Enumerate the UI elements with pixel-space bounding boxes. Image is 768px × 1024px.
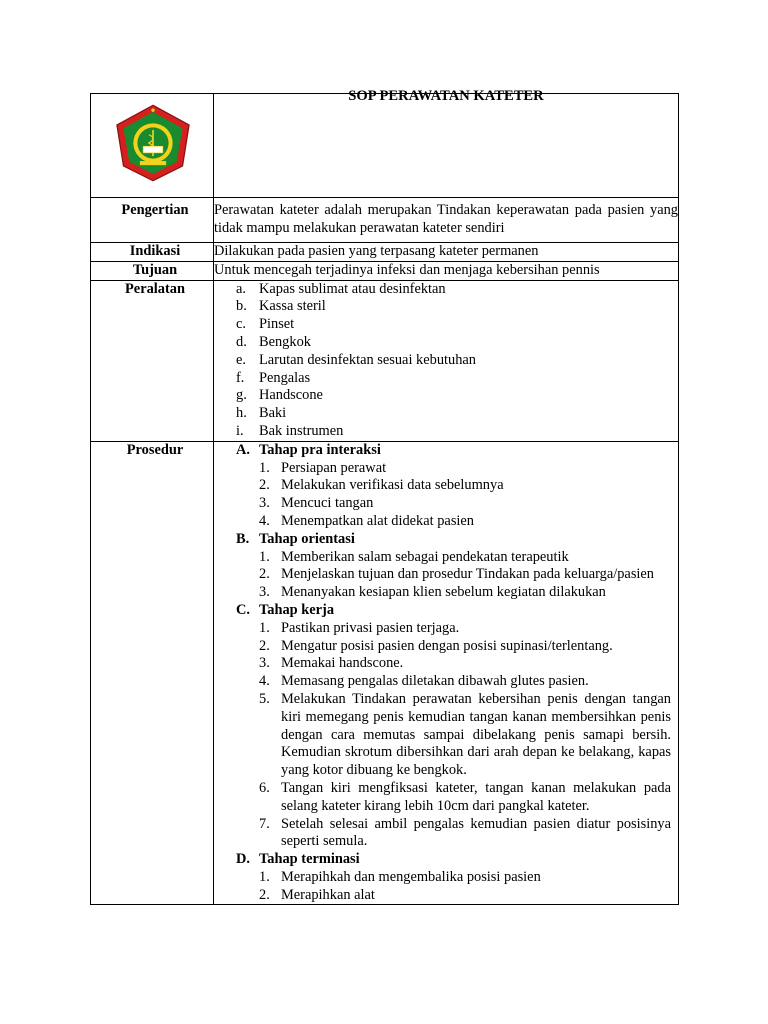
step-list <box>214 460 671 531</box>
list-item <box>214 423 678 441</box>
text-pengertian: Perawatan kateter adalah merupakan Tindakan keperawatan pada pasien yang tidak mampu melakukan perawatan kateter sendiri <box>214 198 679 243</box>
step-text: Memasang pengalas diletakan dibawah glutes pasien. <box>281 673 589 690</box>
label-pengertian: Pengertian <box>121 202 189 218</box>
step-text: Pastikan privasi pasien terjaga. <box>281 619 460 636</box>
phase-title: Tahap kerja <box>259 601 335 618</box>
row-prosedur <box>91 441 679 905</box>
step-item <box>214 655 671 673</box>
step-item <box>214 780 671 816</box>
text-indikasi: Dilakukan pada pasien yang terpasang kateter permanen <box>214 243 679 262</box>
step-text: Setelah selesai ambil pengalas kemudian pasien diatur posisinya seperti semula. <box>281 815 671 850</box>
step-text: Mencuci tangan <box>281 495 374 512</box>
list-marker: b. <box>236 298 247 315</box>
list-marker: d. <box>236 333 247 350</box>
peralatan-list <box>214 281 678 441</box>
step-item <box>214 691 671 780</box>
list-item-text: Kapas sublimat atau desinfektan <box>259 280 446 297</box>
list-item <box>214 334 678 352</box>
list-marker: i. <box>236 422 244 439</box>
step-marker: 7. <box>259 815 270 832</box>
list-item <box>214 352 678 370</box>
step-marker: 2. <box>259 886 270 903</box>
phase-heading <box>214 602 671 620</box>
step-marker: 1. <box>259 619 270 636</box>
phase-marker: A. <box>236 441 250 458</box>
institution-logo <box>112 102 194 184</box>
step-list <box>214 869 671 905</box>
step-marker: 5. <box>259 690 270 707</box>
phase-title: Tahap pra interaksi <box>259 441 381 458</box>
step-list <box>214 549 671 602</box>
step-text: Mengatur posisi pasien dengan posisi supinasi/terlentang. <box>281 637 613 654</box>
list-marker: e. <box>236 351 246 368</box>
step-item <box>214 887 671 905</box>
text-tujuan: Untuk mencegah terjadinya infeksi dan menjaga kebersihan pennis <box>214 261 679 280</box>
step-marker: 6. <box>259 779 270 796</box>
step-item <box>214 495 671 513</box>
step-marker: 1. <box>259 548 270 565</box>
title-cell <box>214 88 679 198</box>
list-item <box>214 281 678 299</box>
step-marker: 2. <box>259 566 270 583</box>
list-item-text: Pinset <box>259 316 295 333</box>
sop-table <box>90 88 679 905</box>
list-item-text: Bak instrumen <box>259 422 344 439</box>
step-marker: 3. <box>259 495 270 512</box>
step-text: Merapihkah dan mengembalika posisi pasien <box>281 868 541 885</box>
step-text: Merapihkan alat <box>281 886 375 903</box>
row-peralatan <box>91 280 679 441</box>
step-text: Tangan kiri mengfiksasi kateter, tangan kanan melakukan pada selang kateter kirang lebih 10cm dari pangkal kateter. <box>281 779 671 814</box>
logo-cell <box>91 94 214 198</box>
phase-title: Tahap terminasi <box>259 851 360 868</box>
step-text: Memberikan salam sebagai pendekatan terapeutik <box>281 548 569 565</box>
step-item <box>214 816 671 852</box>
list-item-text: Larutan desinfektan sesuai kebutuhan <box>259 351 476 368</box>
label-prosedur: Prosedur <box>126 441 184 458</box>
list-item-text: Pengalas <box>259 369 311 386</box>
label-indikasi: Indikasi <box>129 243 181 259</box>
step-item <box>214 549 671 567</box>
prosedur-list <box>214 442 671 905</box>
step-text: Menjelaskan tujuan dan prosedur Tindakan pada keluarga/pasien <box>281 566 654 583</box>
page-title: SOP PERAWATAN KATETER <box>348 88 544 104</box>
step-item <box>214 513 671 531</box>
list-item <box>214 298 678 316</box>
row-pengertian <box>91 198 679 243</box>
list-marker: h. <box>236 405 247 422</box>
list-item <box>214 387 678 405</box>
phase-title: Tahap orientasi <box>259 530 355 547</box>
step-list <box>214 620 671 851</box>
step-item <box>214 584 671 602</box>
step-marker: 1. <box>259 868 270 885</box>
phase-marker: B. <box>236 530 250 547</box>
list-item-text: Handscone <box>259 387 323 404</box>
step-item <box>214 620 671 638</box>
step-text: Menanyakan kesiapan klien sebelum kegiatan dilakukan <box>281 584 606 601</box>
phase-marker: D. <box>236 851 250 868</box>
step-item <box>214 477 671 495</box>
header-row <box>91 94 679 198</box>
step-text: Persiapan perawat <box>281 459 387 476</box>
list-item <box>214 405 678 423</box>
step-item <box>214 869 671 887</box>
phase-heading <box>214 442 671 460</box>
phase-heading <box>214 531 671 549</box>
step-marker: 2. <box>259 637 270 654</box>
label-peralatan: Peralatan <box>125 280 185 297</box>
list-marker: a. <box>236 280 246 297</box>
step-text: Melakukan verifikasi data sebelumnya <box>281 477 504 494</box>
list-marker: f. <box>236 369 245 386</box>
step-text: Melakukan Tindakan perawatan kebersihan penis dengan tangan kiri memegang penis kemudian tangan kanan membersihkan penis dengan cara memutas sampai dibelakang penis samapi bersih. Kemudian skrotum dibersihkan dari arah depan ke belakang, kapas yang kotor dibuang ke bengkok. <box>281 690 671 779</box>
list-item-text: Bengkok <box>259 333 311 350</box>
list-marker: c. <box>236 316 246 333</box>
step-item <box>214 460 671 478</box>
step-text: Menempatkan alat didekat pasien <box>281 512 475 529</box>
step-marker: 1. <box>259 459 270 476</box>
list-marker: g. <box>236 387 247 404</box>
step-marker: 3. <box>259 584 270 601</box>
step-item <box>214 566 671 584</box>
row-tujuan <box>91 261 679 280</box>
row-indikasi <box>91 243 679 262</box>
step-marker: 4. <box>259 512 270 529</box>
phase-marker: C. <box>236 601 250 618</box>
step-text: Memakai handscone. <box>281 655 404 672</box>
step-marker: 3. <box>259 655 270 672</box>
step-marker: 2. <box>259 477 270 494</box>
step-item <box>214 638 671 656</box>
list-item-text: Baki <box>259 405 287 422</box>
label-tujuan: Tujuan <box>132 261 178 278</box>
list-item <box>214 370 678 388</box>
step-item <box>214 673 671 691</box>
list-item-text: Kassa steril <box>259 298 326 315</box>
step-marker: 4. <box>259 673 270 690</box>
phase-heading <box>214 851 671 869</box>
list-item <box>214 316 678 334</box>
